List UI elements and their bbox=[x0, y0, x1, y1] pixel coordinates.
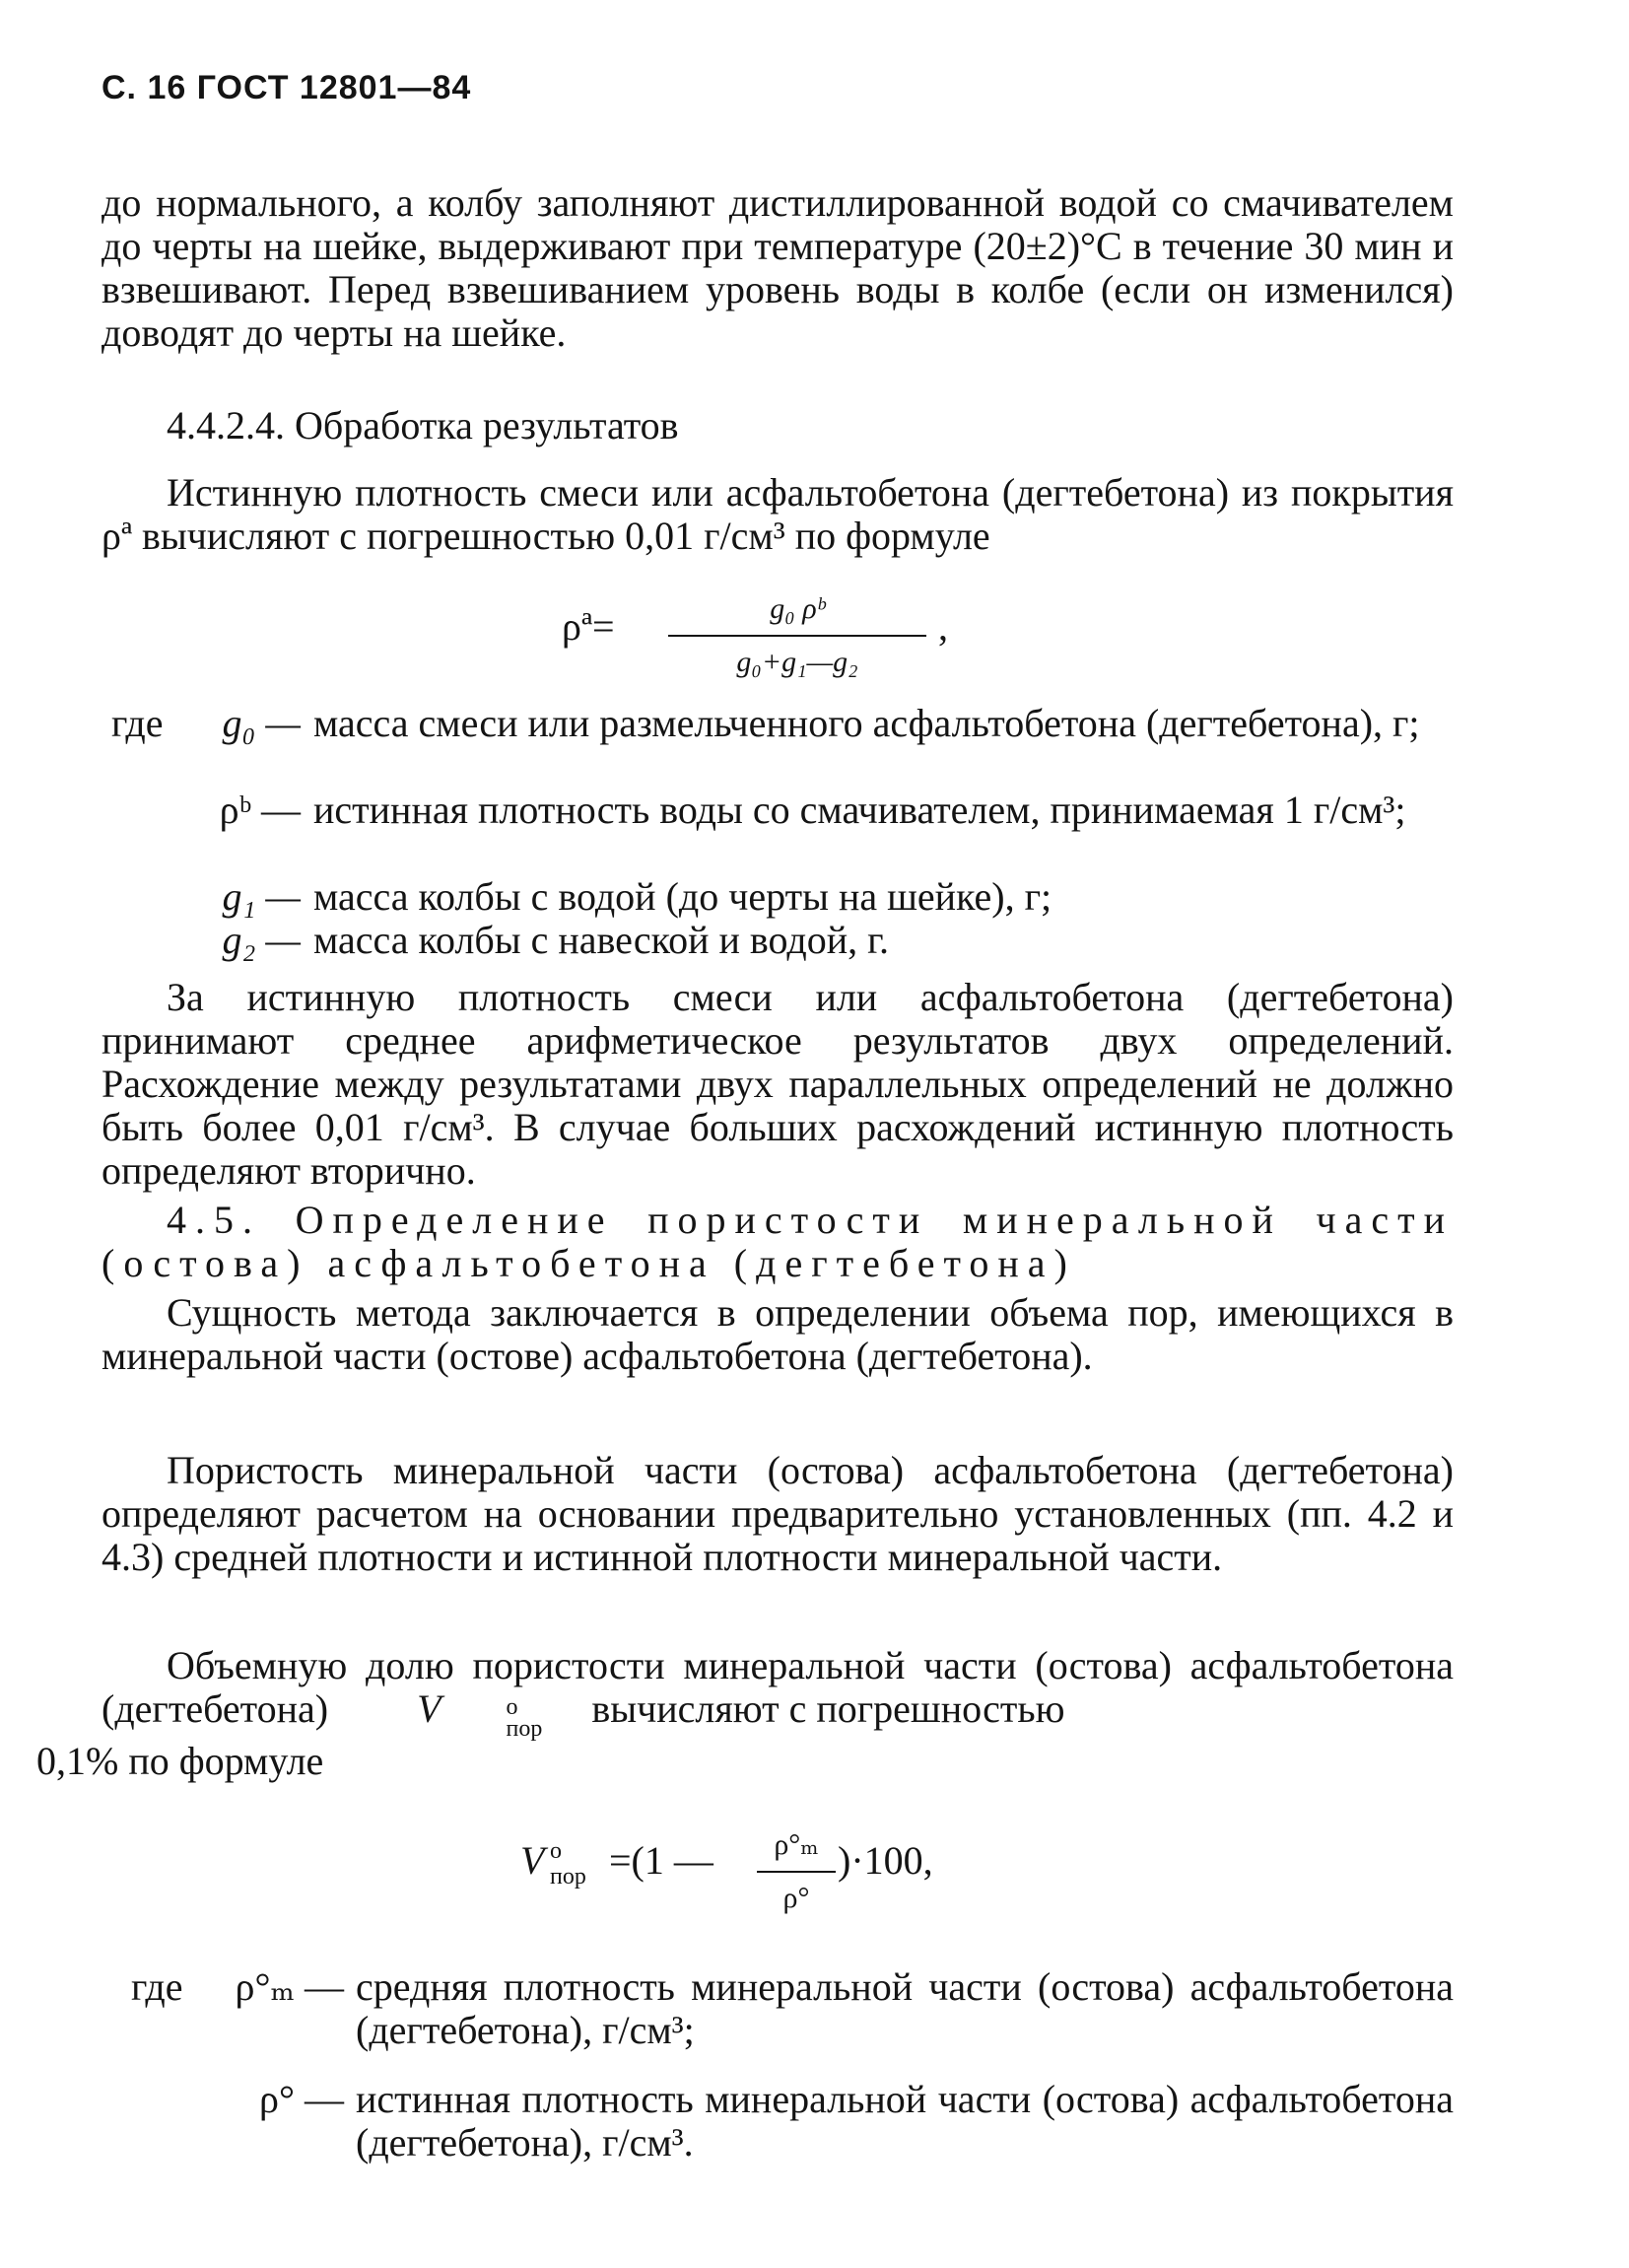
formula2-v-sup: о bbox=[550, 1838, 562, 1864]
where2-intro-word: где bbox=[131, 1964, 183, 2009]
section-heading-45: 4.5. Определение пористости минеральной части (остова) асфальтобетона (дегтебетона) bbox=[102, 1198, 1454, 1285]
term-symbol: g₂ — bbox=[222, 918, 301, 962]
term-definition: масса колбы с водой (до черты на шейке), г; bbox=[313, 874, 1052, 919]
p6-v-sup: о bbox=[506, 1694, 518, 1720]
term-symbol: ρ° — bbox=[259, 2077, 344, 2121]
formula2-close: )·100, bbox=[838, 1838, 933, 1883]
paragraph-porosity-calc: Пористость минеральной части (остова) асфальтобетона (дегтебетона) определяют расчетом на основании предварительно установленных (пп. 4.2 и 4.3) средней плотности и истинной плотности минеральной части. bbox=[102, 1448, 1454, 1579]
formula2-fraction bbox=[757, 1823, 836, 1920]
formula2-denominator: ρ° bbox=[782, 1882, 810, 1914]
formula1-denominator: g₀+g₁—g₂ bbox=[736, 646, 858, 678]
p6-v-sub: пор bbox=[506, 1716, 543, 1742]
term-definition: истинная плотность воды со смачивателем, принимаемая 1 г/см³; bbox=[313, 788, 1406, 832]
p6-text-a: Объемную долю пористости минеральной части (остова) асфальтобетона (дегтебетона) bbox=[102, 1643, 1454, 1731]
term-symbol: g₀ — bbox=[222, 701, 301, 745]
p6-v-symbol bbox=[352, 1687, 542, 1740]
term-symbol: ρ°ₘ — bbox=[235, 1964, 344, 2009]
paragraph-true-density: Истинную плотность смеси или асфальтобетона (дегтебетона) из покрытия ρª вычисляют с погрешностью 0,01 г/см³ по формуле bbox=[102, 470, 1454, 558]
page-header: С. 16 ГОСТ 12801—84 bbox=[102, 69, 472, 106]
formula1-numerator: g₀ ρᵇ bbox=[770, 592, 825, 625]
formula2-numerator: ρ°ₘ bbox=[774, 1828, 819, 1861]
formula1-fraction-bar bbox=[668, 635, 926, 637]
term-definition: средняя плотность минеральной части (остова) асфальтобетона (дегтебетона), г/см³; bbox=[356, 1964, 1454, 2052]
section-heading-4424: 4.4.2.4. Обработка результатов bbox=[167, 403, 679, 447]
paragraph-volume-fraction bbox=[36, 1643, 1454, 1783]
p6-text-b: вычисляют с погрешностью bbox=[591, 1686, 1065, 1731]
term-symbol: g₁ — bbox=[222, 874, 301, 919]
formula1-lhs: ρª= bbox=[562, 604, 615, 649]
paragraph-continuation: до нормального, а колбу заполняют дистиллированной водой со смачивателем до черты на шейке, выдерживают при температуре (20±2)°С в течение 30 мин и взвешивают. Перед взвешиванием уровень воды в колбе (если он изменился) доводят до черты на шейке. bbox=[102, 180, 1454, 355]
term-definition: масса смеси или размельченного асфальтобетона (дегтебетона), г; bbox=[313, 701, 1420, 745]
formula2-fraction-bar bbox=[757, 1871, 836, 1873]
formula1-fraction bbox=[668, 587, 926, 684]
term-definition: истинная плотность минеральной части (остова) асфальтобетона (дегтебетона), г/см³. bbox=[356, 2077, 1454, 2165]
p6-v-index bbox=[441, 1696, 543, 1740]
term-symbol: ρᵇ — bbox=[219, 788, 301, 832]
formula2-open: =(1 — bbox=[609, 1838, 713, 1883]
paragraph-method-essence: Сущность метода заключается в определении объема пор, имеющихся в минеральной части (остове) асфальтобетона (дегтебетона). bbox=[102, 1290, 1454, 1378]
p6-text-c: 0,1% по формуле bbox=[36, 1739, 324, 1783]
p6-v-letter: V bbox=[417, 1686, 441, 1731]
formula2-v: V bbox=[520, 1838, 545, 1883]
term-definition: масса колбы с навеской и водой, г. bbox=[313, 918, 890, 962]
where1-intro-word: где bbox=[111, 701, 164, 745]
formula2-v-sub: пор bbox=[550, 1864, 586, 1890]
formula1-comma: , bbox=[938, 604, 948, 649]
paragraph-average-result: За истинную плотность смеси или асфальтобетона (дегтебетона) принимают среднее арифметическое результатов двух определений. Расхождение между результатами двух параллельных определений не должно быть более 0,01 г/см³. В случае больших расхождений истинную плотность определяют вторично. bbox=[102, 975, 1454, 1193]
